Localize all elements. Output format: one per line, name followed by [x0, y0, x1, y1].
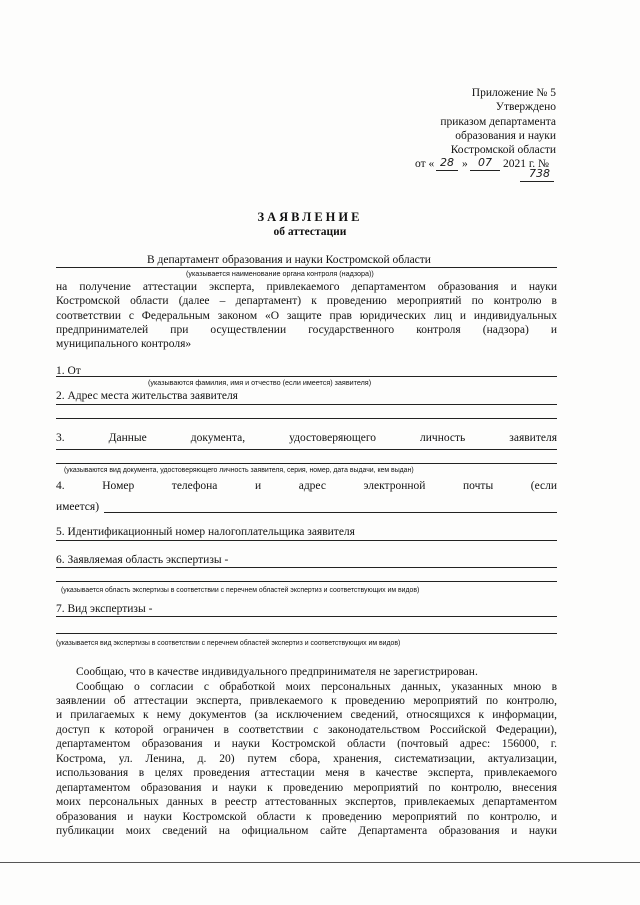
- consent-line-9: моих персональных данных в реестр аттестованных экспертов, привлекаемых департаментом: [56, 796, 557, 808]
- field-1-hint: (указываются фамилия, имя и отчество (если имеется) заявителя): [148, 378, 372, 387]
- date-suffix: 2021 г. №: [503, 158, 550, 170]
- consent-line-10: образования и науки Костромской области к проведению мероприятий по контролю, и: [56, 811, 557, 823]
- recipient-hint: (указывается наименование органа контроля (надзора)): [186, 269, 374, 278]
- consent-line-8: департаментом образования и науки к проведению мероприятий по контролю, внесения: [56, 782, 557, 794]
- order-number: 738: [529, 167, 550, 180]
- intro-line-3: соответствии с Федеральным законом «О защите прав юридических лиц и индивидуальных: [56, 310, 557, 322]
- consent-line-5: департаментом образования и науки Костромской области (почтовый адрес: 156000, г.: [56, 738, 557, 750]
- date-day: 28: [440, 156, 454, 169]
- field-6-label: 6. Заявляемая область экспертизы -: [56, 554, 229, 566]
- consent-line-11: публикации моих сведений на официальном сайте Департамента образования и науки: [56, 825, 557, 837]
- consent-line-6: Кострома, ул. Ленина, д. 20) путем сбора, хранения, систематизации, актуализации,: [56, 753, 557, 765]
- field-5-line[interactable]: [56, 540, 557, 541]
- date-prefix: от «: [415, 158, 435, 170]
- intro-line-5: муниципального контроля»: [56, 338, 192, 350]
- field-1-line[interactable]: [56, 376, 557, 377]
- field-1-label: 1. От: [56, 365, 81, 377]
- intro-line-1: на получение аттестации эксперта, привлекаемого департаментом образования и науки: [56, 281, 557, 293]
- consent-line-3: и прилагаемых к нему документов (за исключением сведений, относящихся к информации,: [56, 709, 557, 721]
- field-7-hint: (указывается вид экспертизы в соответствии с перечнем областей экспертиз и соответствующих им видов): [56, 640, 401, 647]
- date-day-underline: [436, 170, 458, 171]
- field-5-label: 5. Идентификационный номер налогоплательщика заявителя: [56, 526, 355, 538]
- field-3-line-2[interactable]: [56, 463, 557, 464]
- field-3-line-1[interactable]: [56, 449, 557, 450]
- date-month: 07: [478, 156, 492, 169]
- field-2-line-1[interactable]: [56, 404, 557, 405]
- consent-line-4: доступ к которой ограничен в соответствии с законодательством Российской Федерации),: [56, 724, 557, 736]
- field-2-label: 2. Адрес места жительства заявителя: [56, 390, 238, 402]
- field-7-line-1[interactable]: [56, 616, 557, 617]
- approved-label: Утверждено: [495, 101, 556, 113]
- field-3-hint: (указываются вид документа, удостоверяющего личность заявителя, серия, номер, дата выдачи, кем выдан): [64, 467, 414, 474]
- field-7-label: 7. Вид экспертизы -: [56, 603, 153, 615]
- field-2-line-2[interactable]: [56, 418, 557, 419]
- recipient-text: В департамент образования и науки Костромской области: [147, 254, 431, 266]
- field-6-hint: (указывается область экспертизы в соответствии с перечнем областей экспертиз и соответствующих им видов): [61, 587, 420, 594]
- order-line: приказом департамента: [440, 116, 556, 128]
- field-6-line-1[interactable]: [56, 567, 557, 568]
- date-month-underline: [470, 170, 500, 171]
- statement-not-registered: Сообщаю, что в качестве индивидуального предпринимателя не зарегистрирован.: [76, 666, 478, 678]
- consent-line-7: использования в целях проведения аттестации меня в качестве эксперта, привлекаемого: [56, 767, 557, 779]
- dept-line: образования и науки: [455, 130, 556, 142]
- field-4-line-2: имеется): [56, 501, 100, 513]
- document-subtitle: об аттестации: [273, 226, 347, 238]
- recipient-underline: [56, 267, 557, 268]
- document-title: ЗАЯВЛЕНИЕ: [257, 210, 363, 224]
- intro-line-4: предпринимателей при осуществлении государственного контроля (надзора) и: [56, 324, 557, 336]
- date-mid: »: [462, 158, 468, 170]
- region-line: Костромской области: [450, 144, 556, 156]
- intro-line-2: Костромской области (далее – департамент) к проведению мероприятий по контролю в: [56, 295, 557, 307]
- field-3-label: 3. Данные документа, удостоверяющего личность заявителя: [56, 432, 557, 444]
- field-7-line-2[interactable]: [56, 633, 557, 634]
- consent-line-2: заявлении об аттестации эксперта, привлекаемого к проведению мероприятий по контролю,: [56, 695, 557, 707]
- order-number-underline: [520, 181, 554, 182]
- consent-line-1: Сообщаю о согласии с обработкой моих персональных данных, указанных мною в: [76, 681, 557, 693]
- appendix-label: Приложение № 5: [471, 87, 556, 99]
- field-4-line[interactable]: [104, 512, 557, 513]
- field-4-line-1: 4. Номер телефона и адрес электронной почты (если: [56, 480, 557, 492]
- field-6-line-2[interactable]: [56, 581, 557, 582]
- scan-edge-line: [0, 862, 640, 863]
